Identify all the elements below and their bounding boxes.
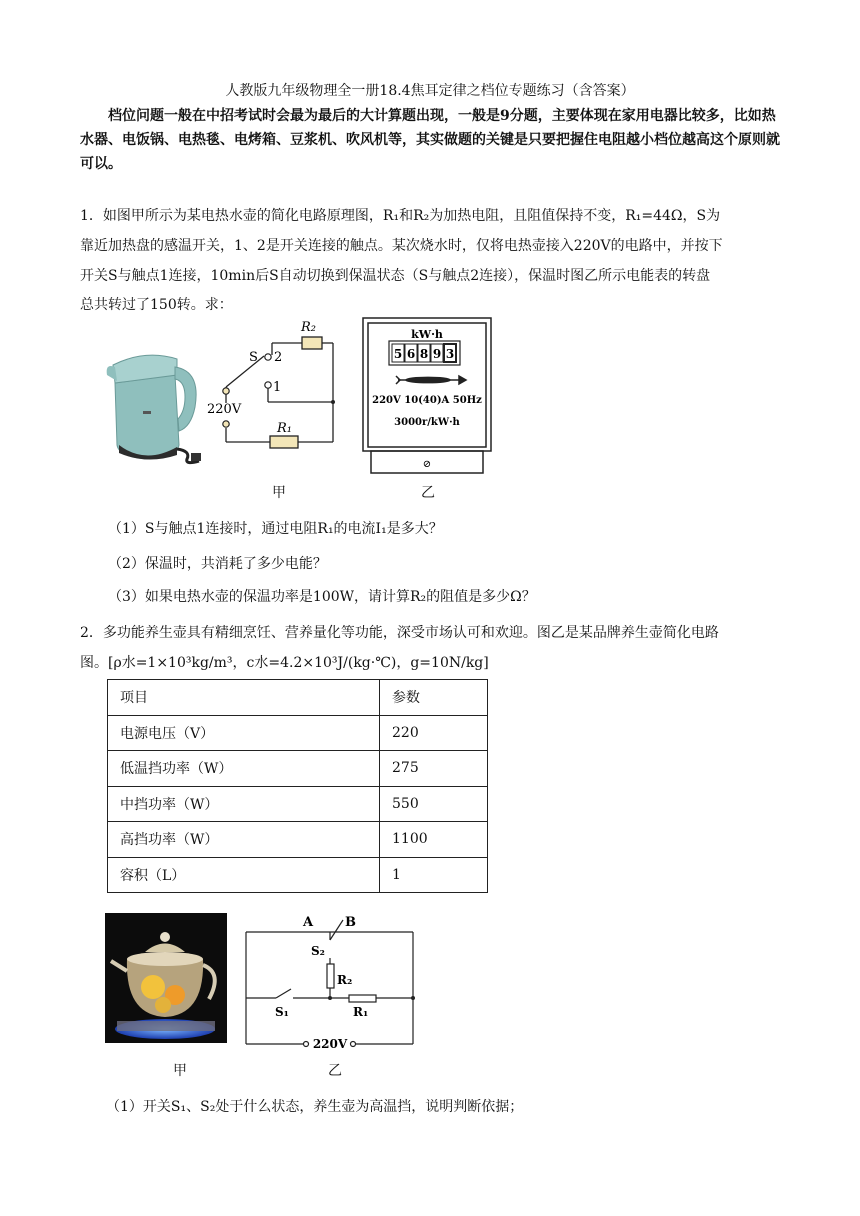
- table-cell: 275: [380, 751, 488, 787]
- r2-label: R₂: [301, 320, 316, 335]
- table-cell: 550: [380, 786, 488, 822]
- meter-screw-icon: ⊘: [422, 459, 432, 470]
- meter-rate: 3000r/kW·h: [394, 417, 460, 428]
- problem1-line3: 开关S与触点1连接，10min后S自动切换到保温状态（S与触点2连接），保温时图乙所示电能表的转盘: [80, 268, 711, 284]
- health-pot-circuit-diagram: [243, 910, 419, 1052]
- table-row: [108, 786, 488, 822]
- caption-jia-2: 甲: [173, 1063, 187, 1079]
- table-header-row: [108, 680, 488, 716]
- problem1-line4: 总共转过了150转。求：: [80, 297, 233, 313]
- meter-digit: 5: [393, 347, 403, 361]
- table-cell: 中挡功率（W）: [108, 786, 380, 822]
- table-row: [108, 715, 488, 751]
- meter-digit: 8: [419, 347, 429, 361]
- problem2-line1: 2．多功能养生壶具有精细烹饪、营养量化等功能，深受市场认可和欢迎。图乙是某品牌养生壶简化电路: [80, 625, 719, 641]
- table-cell: 高挡功率（W）: [108, 822, 380, 858]
- meter-unit: kW·h: [411, 328, 443, 341]
- problem1-number: 1．: [80, 208, 103, 224]
- table-cell: 1100: [380, 822, 488, 858]
- contact-2-label: 2: [274, 350, 283, 365]
- problem2-number: 2．: [80, 625, 103, 641]
- electric-meter-diagram: [362, 317, 492, 475]
- r2-label-2: R₂: [337, 973, 353, 987]
- caption-jia-1: 甲: [272, 485, 286, 501]
- table-row: [108, 822, 488, 858]
- table-cell: 容积（L）: [108, 857, 380, 893]
- intro-paragraph: 档位问题一般在中招考试时会最为最后的大计算题出现，一般是9分题，主要体现在家用电器比较多，比如热水器、电饭锅、电热毯、电烤箱、豆浆机、吹风机等，其实做题的关键是只要把握住电阻越小档位越高这个原则就可以。: [80, 108, 780, 172]
- meter-spec: 220V 10(40)A 50Hz: [372, 395, 482, 406]
- switch-s1-label: S₁: [275, 1005, 289, 1019]
- voltage-label-2: 220V: [312, 1037, 348, 1051]
- kettle-circuit-diagram: [205, 315, 345, 463]
- problem2-question-1: （1）开关S₁、S₂处于什么状态，养生壶为高温挡，说明判断依据；: [106, 1099, 524, 1115]
- document-title: 人教版九年级物理全一册18.4焦耳定律之档位专题练习（含答案）: [225, 83, 635, 99]
- problem1-line1: 1．如图甲所示为某电热水壶的简化电路原理图，R₁和R₂为加热电阻，且阻值保持不变，R₁=44Ω，S为: [80, 208, 721, 224]
- problem1-question-2: （2）保温时，共消耗了多少电能？: [108, 556, 327, 572]
- r1-label-2: R₁: [353, 1005, 369, 1019]
- electric-kettle-image: [105, 345, 205, 467]
- problem2-line2: 图。[ρ水=1×10³kg/m³，c水=4.2×10³J/(kg·℃)，g=10N/kg]: [80, 655, 489, 671]
- switch-s-label: S: [249, 350, 258, 365]
- table-header-value: 参数: [380, 680, 488, 716]
- switch-s2-label: S₂: [311, 944, 325, 958]
- meter-digit: 6: [406, 347, 416, 361]
- problem1-question-1: （1）S与触点1连接时，通过电阻R₁的电流I₁是多大？: [108, 521, 443, 537]
- health-pot-image: [105, 913, 227, 1043]
- table-header-item: 项目: [108, 680, 380, 716]
- r1-label: R₁: [277, 421, 292, 436]
- point-b-label: B: [345, 915, 356, 930]
- voltage-label: 220V: [207, 402, 242, 417]
- caption-yi-1: 乙: [421, 485, 435, 501]
- parameter-table: [107, 679, 488, 893]
- table-row: [108, 751, 488, 787]
- meter-digit-boxes: [389, 341, 460, 365]
- table-cell: 1: [380, 857, 488, 893]
- problem1-line2: 靠近加热盘的感温开关，1、2是开关连接的触点。某次烧水时，仅将电热壶接入220V的电路中，并按下: [80, 238, 723, 254]
- table-cell: 220: [380, 715, 488, 751]
- meter-digit: 3: [445, 347, 455, 361]
- table-cell: 低温挡功率（W）: [108, 751, 380, 787]
- table-row: [108, 857, 488, 893]
- meter-digit: 9: [432, 347, 442, 361]
- table-cell: 电源电压（V）: [108, 715, 380, 751]
- caption-yi-2: 乙: [328, 1063, 342, 1079]
- contact-1-label: 1: [273, 380, 282, 395]
- problem1-question-3: （3）如果电热水壶的保温功率是100W，请计算R₂的阻值是多少Ω？: [108, 589, 536, 605]
- point-a-label: A: [303, 915, 314, 930]
